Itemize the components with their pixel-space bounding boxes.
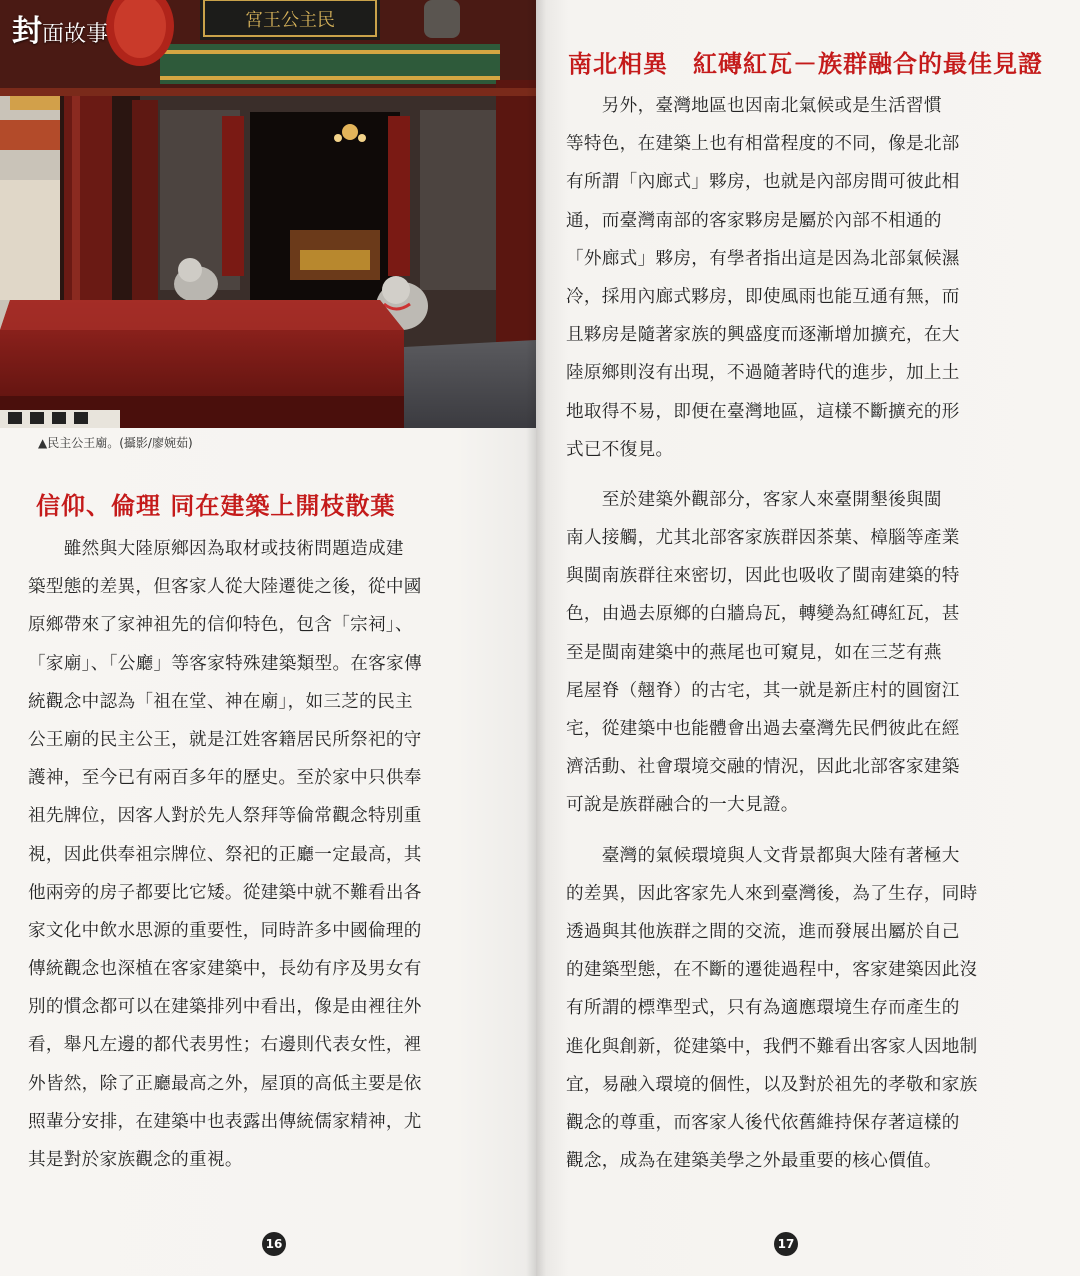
left-body-text [28, 530, 506, 1179]
text-line: 公王廟的民主公王，就是江姓客籍居民所祭祀的守 [28, 729, 422, 750]
temple-photo-illustration [0, 0, 536, 428]
text-line: 照輩分安排，在建築中也表露出傳統儒家精神，尤 [28, 1111, 422, 1132]
right-paragraph-3 [566, 837, 1040, 1181]
page-number-left: 16 [262, 1232, 286, 1256]
text-line: 原鄉帶來了家神祖先的信仰特色，包含「宗祠」、 [28, 615, 413, 636]
text-line: 外皆然，除了正廳最高之外，屋頂的高低主要是依 [28, 1073, 422, 1094]
text-line: 祖先牌位，因客人對於先人祭拜等倫常觀念特別重 [28, 806, 422, 827]
text-line: 看，舉凡左邊的都代表男性；右邊則代表女性，裡 [28, 1035, 422, 1056]
photo-caption: ▲民主公王廟。(攝影/廖婉茹) [38, 436, 193, 450]
text-line: 有所謂「內廊式」夥房，也就是內部房間可彼此相 [566, 172, 960, 193]
text-line: 冷，採用內廊式夥房，即使風雨也能互通有無，而 [566, 286, 960, 307]
text-line: 視，因此供奉祖宗牌位、祭祀的正廳一定最高，其 [28, 844, 422, 865]
text-line: 護神，至今已有兩百多年的歷史。至於家中只供奉 [28, 768, 422, 789]
text-line: 與閩南族群往來密切，因此也吸收了閩南建築的特 [566, 566, 960, 587]
text-line: 別的慣念都可以在建築排列中看出，像是由裡往外 [28, 997, 422, 1018]
section-tag-cover-story [12, 6, 108, 50]
text-line: 式已不復見。 [566, 439, 674, 460]
text-line: 且夥房是隨著家族的興盛度而逐漸增加擴充，在大 [566, 325, 960, 346]
section-tag-big: 封 [12, 14, 42, 49]
temple-photo [0, 0, 536, 428]
text-line: 統觀念中認為「祖在堂、神在廟」，如三芝的民主 [28, 691, 413, 712]
right-paragraph-1 [566, 87, 1040, 469]
text-line: 濟活動、社會環境交融的情況，因此北部客家建築 [566, 757, 960, 778]
right-section-heading: 南北相異 紅磚紅瓦－族群融合的最佳見證 [568, 50, 1043, 78]
text-line: 家文化中飲水思源的重要性，同時許多中國倫理的 [28, 920, 422, 941]
text-line: 透過與其他族群之間的交流，進而發展出屬於自己 [566, 921, 960, 942]
text-line: 臺灣的氣候環境與人文背景都與大陸有著極大 [566, 845, 960, 866]
text-line: 色，由過去原鄉的白牆烏瓦，轉變為紅磚紅瓦，甚 [566, 604, 960, 625]
text-line: 宅，從建築中也能體會出過去臺灣先民們彼此在經 [566, 719, 960, 739]
text-line: 通，而臺灣南部的客家夥房是屬於內部不相通的 [566, 210, 942, 231]
text-line: 「家廟」、「公廳」等客家特殊建築類型。在客家傳 [28, 653, 422, 674]
text-line: 的差異，因此客家先人來到臺灣後，為了生存，同時 [566, 883, 978, 904]
text-line: 至於建築外觀部分，客家人來臺開墾後與閩 [566, 489, 942, 510]
text-line: 至是閩南建築中的燕尾也可窺見，如在三芝有燕 [566, 642, 942, 663]
page-gutter [526, 0, 546, 1276]
right-body-text [566, 87, 1040, 1180]
text-line: 雖然與大陸原鄉因為取材或技術問題造成建 [28, 539, 404, 559]
text-line: 等特色，在建築上也有相當程度的不同，像是北部 [566, 134, 960, 155]
text-line: 傳統觀念也深植在客家建築中，長幼有序及男女有 [28, 959, 422, 980]
text-line: 他兩旁的房子都要比它矮。從建築中就不難看出各 [28, 882, 422, 903]
right-paragraph-2 [566, 481, 1040, 825]
text-line: 觀念，成為在建築美學之外最重要的核心價值。 [566, 1151, 942, 1172]
text-line: 另外，臺灣地區也因南北氣候或是生活習慣 [566, 96, 942, 116]
text-line: 「外廊式」夥房，有學者指出這是因為北部氣候濕 [566, 248, 960, 269]
left-paragraph [28, 530, 506, 1179]
text-line: 進化與創新，從建築中，我們不難看出客家人因地制 [566, 1036, 978, 1057]
left-page [0, 0, 536, 1276]
text-line: 南人接觸，尤其北部客家族群因茶葉、樟腦等產業 [566, 528, 960, 549]
left-section-heading: 信仰、倫理 同在建築上開枝散葉 [36, 492, 396, 520]
text-line: 可說是族群融合的一大見證。 [566, 795, 799, 816]
text-line: 宜，易融入環境的個性，以及對於祖先的孝敬和家族 [566, 1074, 978, 1095]
text-line: 陸原鄉則沒有出現，不過隨著時代的進步，加上土 [566, 363, 960, 384]
temple-sign-text: 宮王公主民 [245, 10, 335, 31]
page-number-right: 17 [774, 1232, 798, 1256]
text-line: 地取得不易，即便在臺灣地區，這樣不斷擴充的形 [566, 401, 960, 422]
text-line: 其是對於家族觀念的重視。 [28, 1150, 243, 1170]
section-tag-small: 面故事 [42, 22, 109, 47]
text-line: 的建築型態，在不斷的遷徙過程中，客家建築因此沒 [566, 960, 978, 981]
text-line: 有所謂的標準型式，只有為適應環境生存而產生的 [566, 998, 960, 1019]
text-line: 築型態的差異，但客家人從大陸遷徙之後，從中國 [28, 577, 422, 598]
text-line: 尾屋脊（翹脊）的古宅，其一就是新庄村的圓窗江 [566, 680, 960, 701]
text-line: 觀念的尊重，而客家人後代依舊維持保存著這樣的 [566, 1112, 960, 1133]
